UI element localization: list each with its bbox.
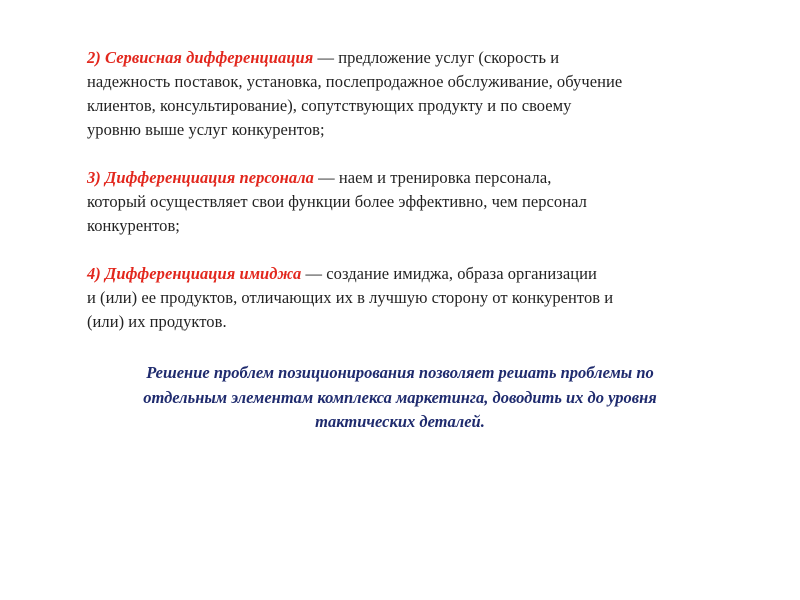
paragraph-service-differentiation bbox=[87, 46, 747, 142]
paragraph-first-line bbox=[87, 262, 747, 286]
paragraph-text: — наем и тренировка персонала, bbox=[313, 168, 552, 187]
conclusion-line: тактических деталей. bbox=[315, 412, 485, 431]
conclusion-text bbox=[80, 361, 720, 435]
paragraph-text-line: клиентов, консультирование), сопутствующих продукту и по своему bbox=[87, 96, 572, 115]
paragraph-text-line: конкурентов; bbox=[87, 216, 180, 235]
paragraph-text-line: (или) их продуктов. bbox=[87, 312, 227, 331]
conclusion-line: отдельным элементам комплекса маркетинга, доводить их до уровня bbox=[143, 387, 657, 407]
paragraph-heading: 3) Дифференциация персонала bbox=[87, 168, 314, 187]
paragraph-personnel-differentiation bbox=[87, 166, 747, 238]
paragraph-text-line: который осуществляет свои функции более эффективно, чем персонал bbox=[87, 192, 587, 211]
paragraph-image-differentiation bbox=[87, 262, 747, 334]
paragraph-first-line bbox=[87, 46, 747, 70]
paragraph-first-line bbox=[87, 166, 747, 190]
paragraph-text: — предложение услуг (скорость и bbox=[313, 48, 560, 67]
paragraph-text-line: надежность поставок, установка, послепродажное обслуживание, обучение bbox=[87, 72, 623, 91]
conclusion-line: Решение проблем позиционирования позволяет решать проблемы по bbox=[146, 363, 654, 382]
paragraph-text: — создание имиджа, образа организации bbox=[301, 264, 597, 283]
paragraph-heading: 4) Дифференциация имиджа bbox=[87, 264, 302, 283]
slide-body bbox=[87, 46, 747, 358]
paragraph-text-line: уровню выше услуг конкурентов; bbox=[87, 120, 325, 139]
paragraph-heading: 2) Сервисная дифференциация bbox=[87, 48, 314, 67]
paragraph-text-line: и (или) ее продуктов, отличающих их в лучшую сторону от конкурентов и bbox=[87, 288, 614, 307]
